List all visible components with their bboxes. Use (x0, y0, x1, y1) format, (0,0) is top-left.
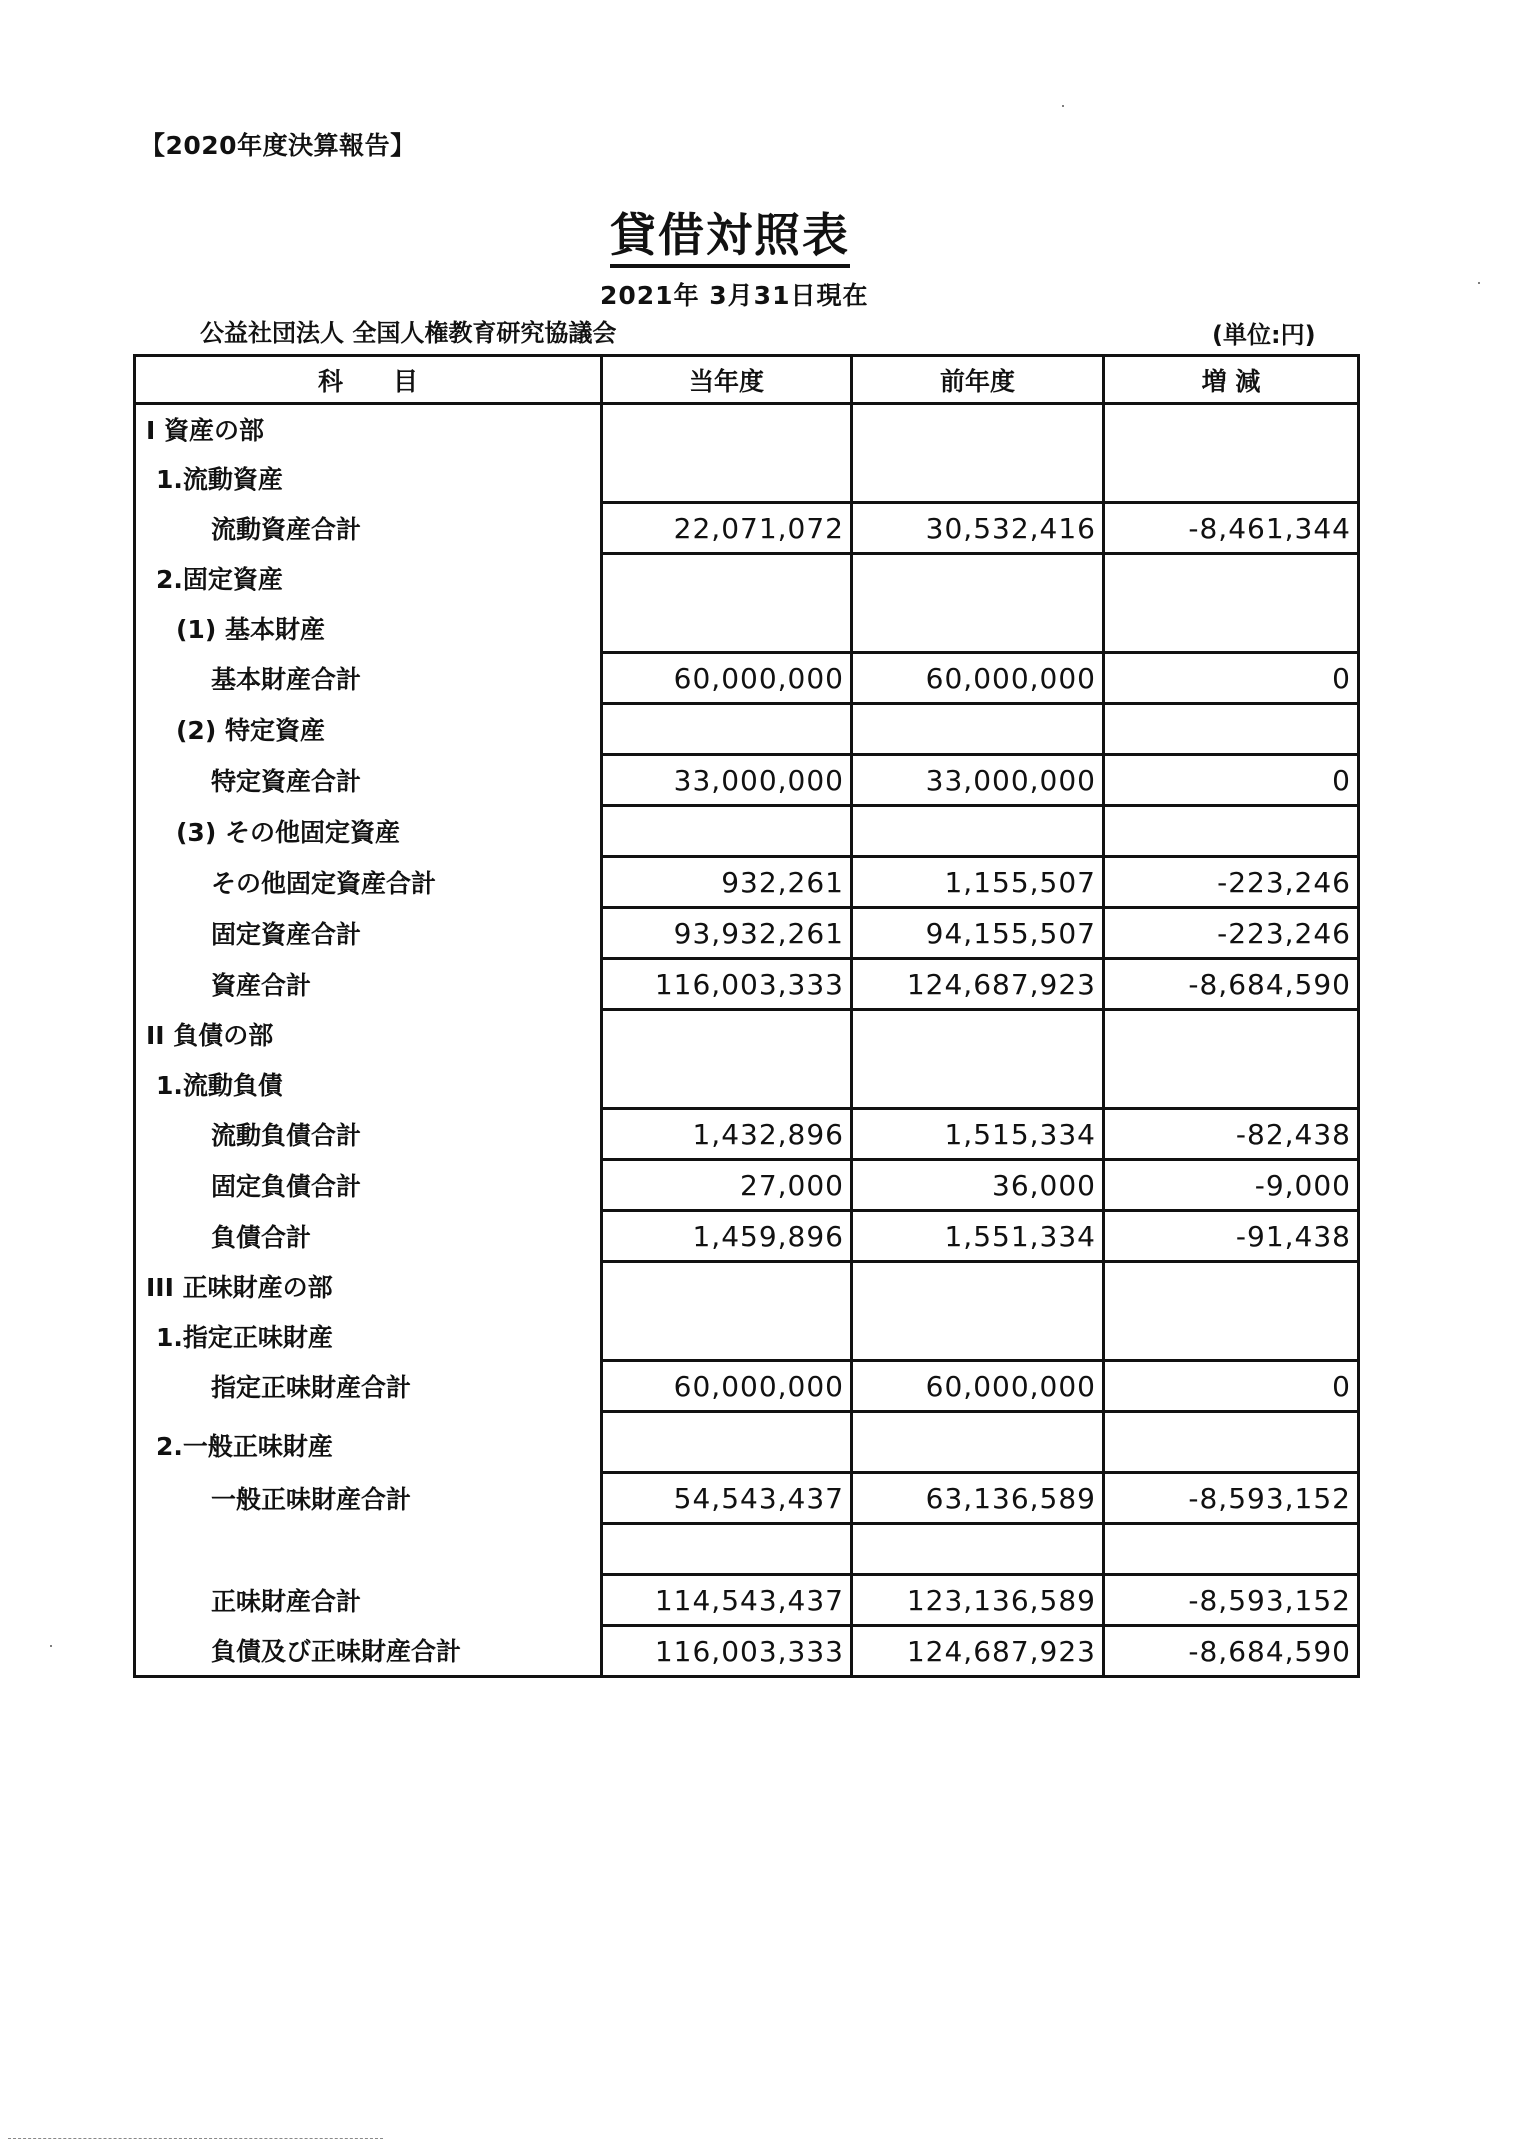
account-label: 固定負債合計 (211, 1172, 362, 1201)
unit-label: (単位:円) (1212, 321, 1316, 349)
previous-year-value: 30,532,416 (852, 503, 1104, 554)
previous-year-value: 60,000,000 (852, 1361, 1104, 1412)
current-year-value: 54,543,437 (602, 1473, 852, 1524)
account-label: 1.流動負債 (156, 1070, 283, 1100)
account-label: 資産合計 (211, 971, 312, 1000)
previous-year-value (852, 453, 1104, 503)
table-row (135, 653, 1359, 704)
table-row (135, 1262, 1359, 1312)
change-value (1104, 1262, 1359, 1312)
account-label: 1.流動資産 (156, 464, 283, 494)
table-row (135, 453, 1359, 503)
current-year-value (602, 1311, 852, 1361)
previous-year-value: 1,515,334 (852, 1109, 1104, 1160)
change-value: -9,000 (1104, 1160, 1359, 1211)
scan-artifact-line (8, 2138, 383, 2139)
current-year-value: 1,432,896 (602, 1109, 852, 1160)
account-label: (1) 基本財産 (176, 614, 325, 644)
change-value: -223,246 (1104, 857, 1359, 908)
current-year-value (602, 1010, 852, 1060)
change-value (1104, 554, 1359, 604)
change-value: -8,684,590 (1104, 1626, 1359, 1677)
table-row (135, 1059, 1359, 1109)
current-year-value (602, 1262, 852, 1312)
change-value: -8,593,152 (1104, 1473, 1359, 1524)
current-year-value: 27,000 (602, 1160, 852, 1211)
account-label: 指定正味財産合計 (211, 1373, 412, 1402)
change-value (1104, 453, 1359, 503)
change-value (1104, 1010, 1359, 1060)
previous-year-value: 36,000 (852, 1160, 1104, 1211)
previous-year-value (852, 554, 1104, 604)
table-row (135, 603, 1359, 653)
previous-year-value (852, 404, 1104, 454)
current-year-value: 93,932,261 (602, 908, 852, 959)
table-row (135, 1412, 1359, 1473)
current-year-value: 114,543,437 (602, 1575, 852, 1626)
table-row (135, 704, 1359, 755)
table-row (135, 1575, 1359, 1626)
table-header-row (135, 356, 1359, 404)
change-value: 0 (1104, 755, 1359, 806)
account-label: 固定資産合計 (211, 920, 362, 949)
current-year-value: 116,003,333 (602, 1626, 852, 1677)
previous-year-value (852, 806, 1104, 857)
scan-speck (50, 1645, 52, 1647)
report-label: 【2020年度決算報告】 (140, 131, 416, 160)
previous-year-value: 63,136,589 (852, 1473, 1104, 1524)
current-year-value: 33,000,000 (602, 755, 852, 806)
previous-year-value: 124,687,923 (852, 959, 1104, 1010)
change-value: -82,438 (1104, 1109, 1359, 1160)
table-row (135, 1010, 1359, 1060)
previous-year-value (852, 1524, 1104, 1575)
previous-year-value: 1,155,507 (852, 857, 1104, 908)
account-label: 負債合計 (211, 1223, 312, 1252)
table-row (135, 404, 1359, 454)
table-row (135, 908, 1359, 959)
account-label: 1.指定正味財産 (156, 1322, 333, 1352)
current-year-value (602, 1059, 852, 1109)
previous-year-value: 33,000,000 (852, 755, 1104, 806)
current-year-value (602, 404, 852, 454)
account-label (135, 1524, 602, 1575)
previous-year-value: 1,551,334 (852, 1211, 1104, 1262)
current-year-value: 1,459,896 (602, 1211, 852, 1262)
account-label: (2) 特定資産 (176, 716, 325, 745)
previous-year-value (852, 1311, 1104, 1361)
table-body (135, 404, 1359, 1677)
column-header-account: 科 目 (135, 356, 602, 404)
account-label: 流動負債合計 (211, 1121, 362, 1150)
previous-year-value (852, 704, 1104, 755)
account-label: 特定資産合計 (211, 767, 362, 796)
previous-year-value: 94,155,507 (852, 908, 1104, 959)
previous-year-value: 60,000,000 (852, 653, 1104, 704)
current-year-value (602, 453, 852, 503)
column-header-change: 増 減 (1104, 356, 1359, 404)
account-label: 一般正味財産合計 (211, 1485, 412, 1514)
account-label: 2.固定資産 (156, 565, 283, 595)
current-year-value: 932,261 (602, 857, 852, 908)
account-label: 基本財産合計 (211, 665, 362, 694)
current-year-value: 60,000,000 (602, 1361, 852, 1412)
table-row (135, 1361, 1359, 1412)
table-row (135, 554, 1359, 604)
change-value (1104, 603, 1359, 653)
account-label: 2.一般正味財産 (156, 1431, 333, 1461)
table-row (135, 1524, 1359, 1575)
column-header-current-year: 当年度 (602, 356, 852, 404)
table-row (135, 1109, 1359, 1160)
table-row (135, 1311, 1359, 1361)
document-title: 貸借対照表 (610, 208, 850, 268)
table-row (135, 755, 1359, 806)
previous-year-value (852, 1262, 1104, 1312)
current-year-value: 116,003,333 (602, 959, 852, 1010)
scan-speck (1478, 282, 1480, 284)
change-value: -223,246 (1104, 908, 1359, 959)
change-value: -91,438 (1104, 1211, 1359, 1262)
account-label: 負債及び正味財産合計 (211, 1637, 462, 1667)
table-row (135, 1626, 1359, 1677)
current-year-value (602, 806, 852, 857)
account-label: その他固定資産合計 (211, 869, 437, 898)
account-label: 流動資産合計 (211, 515, 362, 544)
change-value: 0 (1104, 653, 1359, 704)
change-value (1104, 1412, 1359, 1473)
change-value: 0 (1104, 1361, 1359, 1412)
scan-speck (1062, 105, 1064, 107)
change-value (1104, 1059, 1359, 1109)
change-value (1104, 806, 1359, 857)
change-value (1104, 1524, 1359, 1575)
previous-year-value: 123,136,589 (852, 1575, 1104, 1626)
account-label: I 資産の部 (146, 416, 265, 445)
previous-year-value (852, 1059, 1104, 1109)
change-value (1104, 1311, 1359, 1361)
change-value (1104, 404, 1359, 454)
account-label: 正味財産合計 (211, 1587, 362, 1616)
account-label: II 負債の部 (146, 1021, 274, 1051)
previous-year-value (852, 1412, 1104, 1473)
column-header-previous-year: 前年度 (852, 356, 1104, 404)
change-value: -8,684,590 (1104, 959, 1359, 1010)
table-row (135, 857, 1359, 908)
change-value (1104, 704, 1359, 755)
as-of-date: 2021年 3月31日現在 (600, 281, 869, 310)
current-year-value (602, 603, 852, 653)
account-label: III 正味財産の部 (146, 1273, 333, 1303)
previous-year-value (852, 1010, 1104, 1060)
table-row (135, 1211, 1359, 1262)
organization-name: 公益社団法人 全国人権教育研究協議会 (200, 319, 617, 347)
current-year-value: 60,000,000 (602, 653, 852, 704)
balance-sheet-table (133, 354, 1360, 1678)
table-row (135, 503, 1359, 554)
previous-year-value: 124,687,923 (852, 1626, 1104, 1677)
change-value: -8,593,152 (1104, 1575, 1359, 1626)
table-row (135, 959, 1359, 1010)
account-label: (3) その他固定資産 (176, 818, 400, 847)
change-value: -8,461,344 (1104, 503, 1359, 554)
table-row (135, 1473, 1359, 1524)
current-year-value (602, 704, 852, 755)
previous-year-value (852, 603, 1104, 653)
table-row (135, 806, 1359, 857)
table-row (135, 1160, 1359, 1211)
current-year-value (602, 1524, 852, 1575)
current-year-value: 22,071,072 (602, 503, 852, 554)
current-year-value (602, 1412, 852, 1473)
current-year-value (602, 554, 852, 604)
